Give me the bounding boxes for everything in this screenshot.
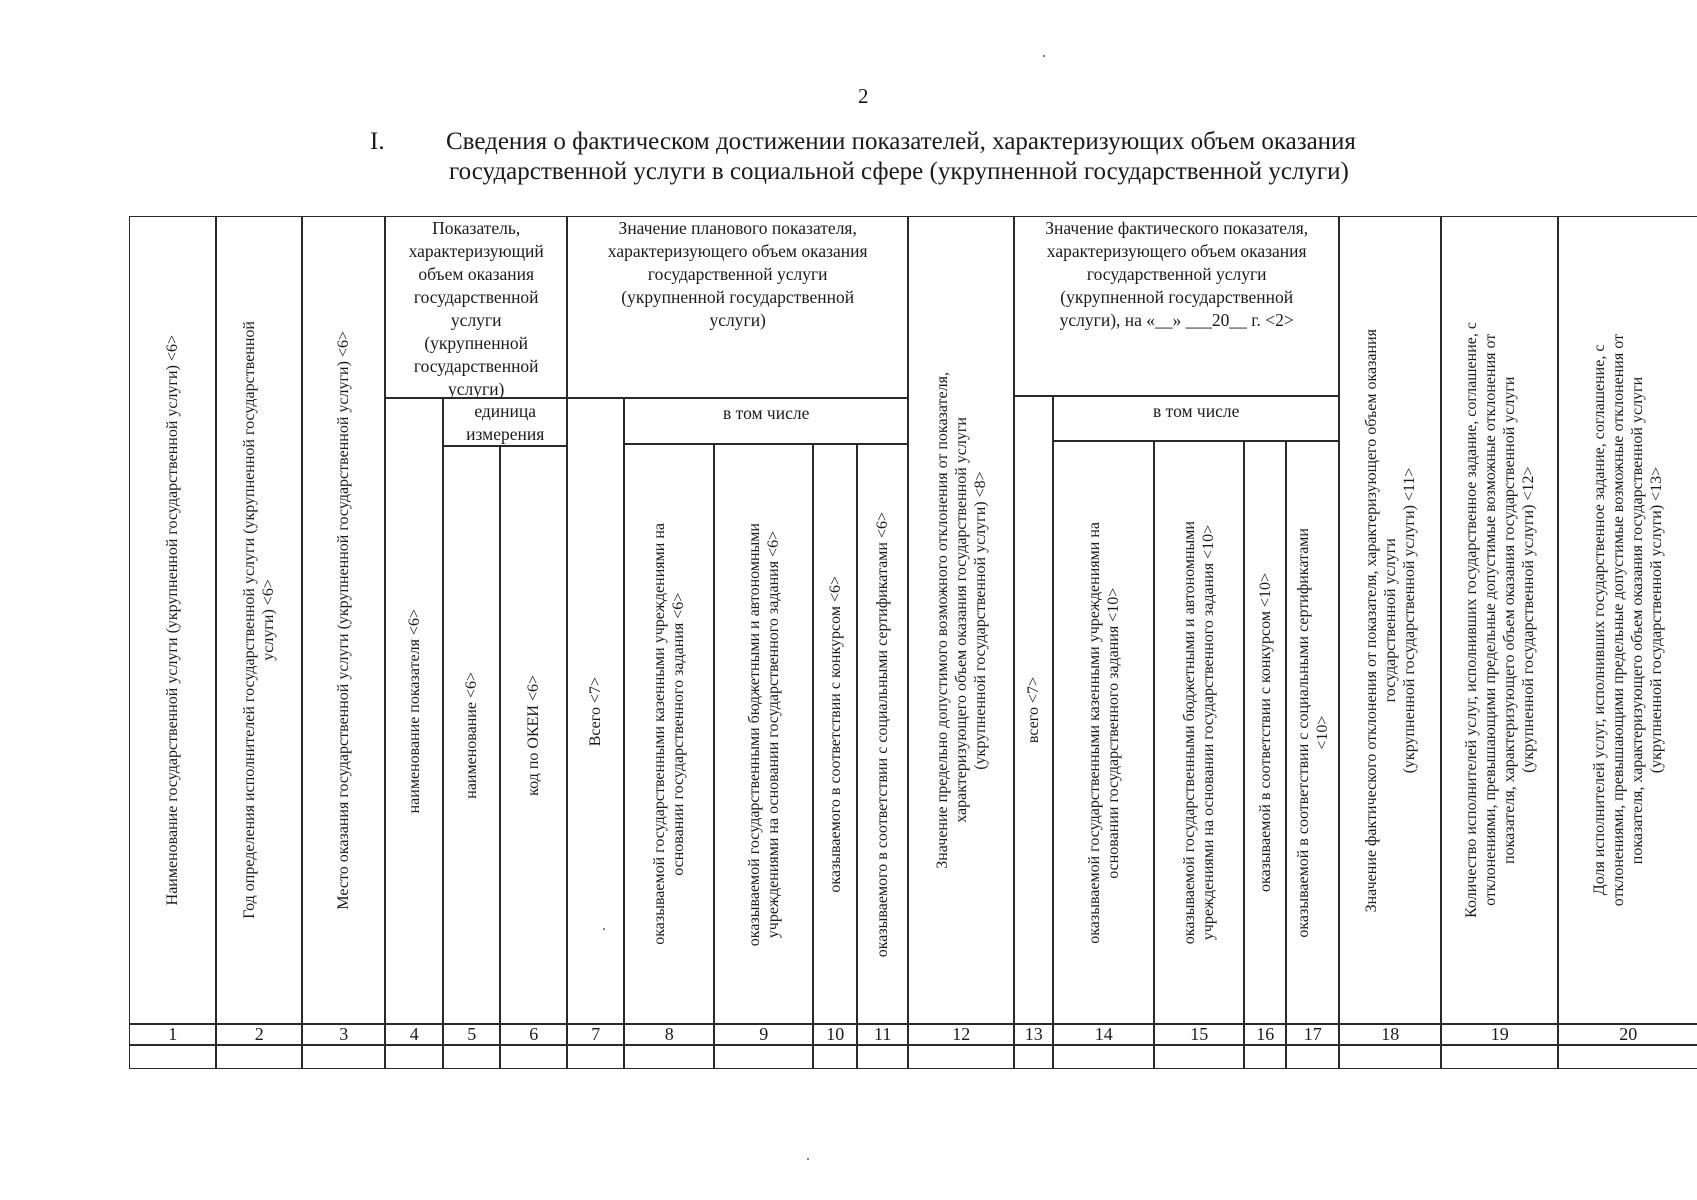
- header-plan-group: [567, 216, 908, 398]
- column-number: 8: [664, 1024, 674, 1045]
- scan-speck: [603, 928, 605, 930]
- column-number-cell: [129, 1024, 216, 1045]
- header-plan-budget-autonomous-text: оказываемой государственными бюджетными и автономными учреждениями на основании государственного задания <6>: [745, 522, 782, 946]
- column-number-cell: [443, 1024, 500, 1045]
- header-plan-competition: [813, 444, 857, 1024]
- table-cell: [1053, 1045, 1154, 1069]
- header-fact-state-owned-text: оказываемой государственными казенными учреждениями на основании государственного задания <10>: [1085, 521, 1122, 944]
- column-number-cell: [1441, 1024, 1558, 1045]
- header-fact-total-text: всего <7>: [1025, 677, 1043, 744]
- header-plan-incl-text: в том числе: [723, 403, 810, 424]
- column-number: 14: [1094, 1024, 1113, 1045]
- column-number: 12: [952, 1024, 971, 1045]
- table-cell: [908, 1045, 1014, 1069]
- table-cell: [385, 1045, 443, 1069]
- section-title-line-2: государственной услуги в социальной сфере (укрупненной государственной услуги): [449, 158, 1349, 185]
- column-number: 19: [1490, 1024, 1509, 1045]
- column-number-cell: [1558, 1024, 1697, 1045]
- header-okei-code-text: код по ОКЕИ <6>: [525, 674, 543, 796]
- table-cell: [624, 1045, 714, 1069]
- header-executors-share: [1558, 216, 1697, 1024]
- table-cell: [813, 1045, 857, 1069]
- table-cell: [1014, 1045, 1053, 1069]
- column-number-cell: [1053, 1024, 1154, 1045]
- column-number: 9: [759, 1024, 769, 1045]
- header-fact-budget-autonomous-text: оказываемой государственными бюджетными и автономными учреждениями на основании государственного задания <10>: [1181, 521, 1218, 945]
- header-indicator-name-text: наименование показателя <6>: [405, 609, 423, 814]
- table-cell: [500, 1045, 567, 1069]
- section-title-line-1: Сведения о фактическом достижении показателей, характеризующих объем оказания: [446, 128, 1356, 155]
- header-unit-name: [443, 446, 500, 1024]
- header-allowed-deviation-text: Значение предельно допустимого возможного отклонения от показателя, характеризующего объем оказания государственной услуги (укрупненной государственной услуги) <8>: [933, 371, 989, 869]
- table-cell: [216, 1045, 302, 1069]
- column-number: 20: [1619, 1024, 1638, 1045]
- header-indicator-name: [385, 398, 443, 1024]
- table-cell: [714, 1045, 813, 1069]
- header-fact-group-text: Значение фактического показателя, характеризующего объем оказания государственной услуги (укрупненной государственной услуги), на «__» ___20__ г. <2>: [1045, 218, 1309, 331]
- table-cell: [443, 1045, 500, 1069]
- column-number-cell: [302, 1024, 385, 1045]
- header-unit-name-text: наименование <6>: [463, 671, 481, 799]
- header-indicator-group: [385, 216, 567, 398]
- table-cell: [1244, 1045, 1286, 1069]
- header-plan-incl: [624, 398, 908, 444]
- table-cell: [857, 1045, 908, 1069]
- header-executors-share-text: Доля исполнителей услуг, исполнивших государственное задание, соглашение, с отклонениями, превышающими предельные допустимые возможные отклонения от показателя, характеризующего объем оказания государственной услуги (укрупненной государственной услуги) <13>: [1591, 334, 1666, 907]
- header-fact-budget-autonomous: [1154, 441, 1244, 1024]
- column-number: 11: [874, 1024, 892, 1045]
- column-number-cell: [567, 1024, 624, 1045]
- header-plan-total: [567, 398, 624, 1024]
- column-number: 4: [409, 1024, 419, 1045]
- header-fact-certificates-text: оказываемой в соответствии с социальными сертификатами <10>: [1294, 527, 1331, 938]
- scan-speck: [807, 1158, 809, 1160]
- column-number-cell: [1154, 1024, 1244, 1045]
- column-number-cell: [624, 1024, 714, 1045]
- table-cell: [129, 1045, 216, 1069]
- header-fact-incl-text: в том числе: [1153, 401, 1240, 422]
- header-unit-group-text: единица измерения: [466, 401, 545, 445]
- column-number: 10: [826, 1024, 845, 1045]
- header-unit-group: [443, 398, 567, 446]
- table-cell: [1339, 1045, 1441, 1069]
- column-number-cell: [813, 1024, 857, 1045]
- column-number-cell: [908, 1024, 1014, 1045]
- header-plan-certificates: [857, 444, 908, 1024]
- header-year-of-selection: [216, 216, 302, 1024]
- table-cell: [1441, 1045, 1558, 1069]
- header-fact-group: [1014, 216, 1339, 396]
- header-fact-state-owned: [1053, 441, 1154, 1024]
- header-year-of-selection-text: Год определения исполнителей государственной услуги (укрупненной государственной услуги) <6>: [241, 321, 278, 920]
- table-cell: [1286, 1045, 1339, 1069]
- table-cell: [1154, 1045, 1244, 1069]
- header-fact-certificates: [1286, 441, 1339, 1024]
- scan-speck: [1043, 55, 1045, 57]
- column-number: 2: [254, 1024, 264, 1045]
- header-actual-deviation: [1339, 216, 1441, 1024]
- column-number: 3: [339, 1024, 349, 1045]
- column-number-cell: [1339, 1024, 1441, 1045]
- header-fact-competition: [1244, 441, 1286, 1024]
- column-number-cell: [216, 1024, 302, 1045]
- header-fact-total: [1014, 396, 1053, 1024]
- column-number-cell: [385, 1024, 443, 1045]
- column-number: 5: [467, 1024, 477, 1045]
- table-cell: [302, 1045, 385, 1069]
- table-cell: [1558, 1045, 1697, 1069]
- header-actual-deviation-text: Значение фактического отклонения от показателя, характеризующего объем оказания государственной услуги (укрупненной государственной услуги) <11>: [1362, 328, 1418, 912]
- column-number-cell: [857, 1024, 908, 1045]
- header-plan-state-owned-text: оказываемой государственными казенными учреждениями на основании государственного задания <6>: [651, 523, 688, 946]
- header-fact-incl: [1053, 396, 1339, 441]
- column-number: 17: [1303, 1024, 1322, 1045]
- header-allowed-deviation: [908, 216, 1014, 1024]
- column-number: 7: [591, 1024, 601, 1045]
- header-executors-count-text: Количество исполнителей услуг, исполнивших государственное задание, соглашение, с отклонениями, превышающими предельные допустимые возможные отклонения от показателя, характеризующего объем оказания государственной услуги (укрупненной государственной услуги) <12>: [1462, 322, 1537, 919]
- header-service-name: [129, 216, 216, 1024]
- header-fact-competition-text: оказываемой в соответствии с конкурсом <10>: [1256, 573, 1274, 893]
- column-number-cell: [1286, 1024, 1339, 1045]
- header-plan-certificates-text: оказываемого в соответствии с социальными сертификатами <6>: [874, 511, 892, 957]
- column-number: 13: [1024, 1024, 1043, 1045]
- header-plan-budget-autonomous: [714, 444, 813, 1024]
- header-service-name-text: Наименование государственной услуги (укрупненной государственной услуги) <6>: [164, 335, 182, 906]
- header-executors-count: [1441, 216, 1558, 1024]
- header-plan-competition-text: оказываемого в соответствии с конкурсом <6>: [826, 575, 844, 893]
- header-service-place: [302, 216, 385, 1024]
- header-service-place-text: Место оказания государственной услуги (укрупненной государственной услуги) <6>: [335, 330, 353, 910]
- header-indicator-group-text: Показатель, характеризующий объем оказания государственной услуги (укрупненной государственной услуги): [408, 218, 544, 400]
- column-number: 1: [168, 1024, 178, 1045]
- header-plan-total-text: Всего <7>: [587, 676, 605, 746]
- column-number: 18: [1381, 1024, 1400, 1045]
- column-number: 6: [529, 1024, 539, 1045]
- column-number-cell: [500, 1024, 567, 1045]
- column-number: 15: [1190, 1024, 1209, 1045]
- column-number-cell: [714, 1024, 813, 1045]
- page-number: 2: [858, 84, 869, 108]
- header-plan-group-text: Значение планового показателя, характеризующего объем оказания государственной услуги (укрупненной государственной услуги): [607, 218, 868, 331]
- section-number: I.: [370, 128, 385, 155]
- header-okei-code: [500, 446, 567, 1024]
- header-plan-state-owned: [624, 444, 714, 1024]
- column-number-cell: [1014, 1024, 1053, 1045]
- column-number-cell: [1244, 1024, 1286, 1045]
- column-number: 16: [1256, 1024, 1275, 1045]
- table-cell: [567, 1045, 624, 1069]
